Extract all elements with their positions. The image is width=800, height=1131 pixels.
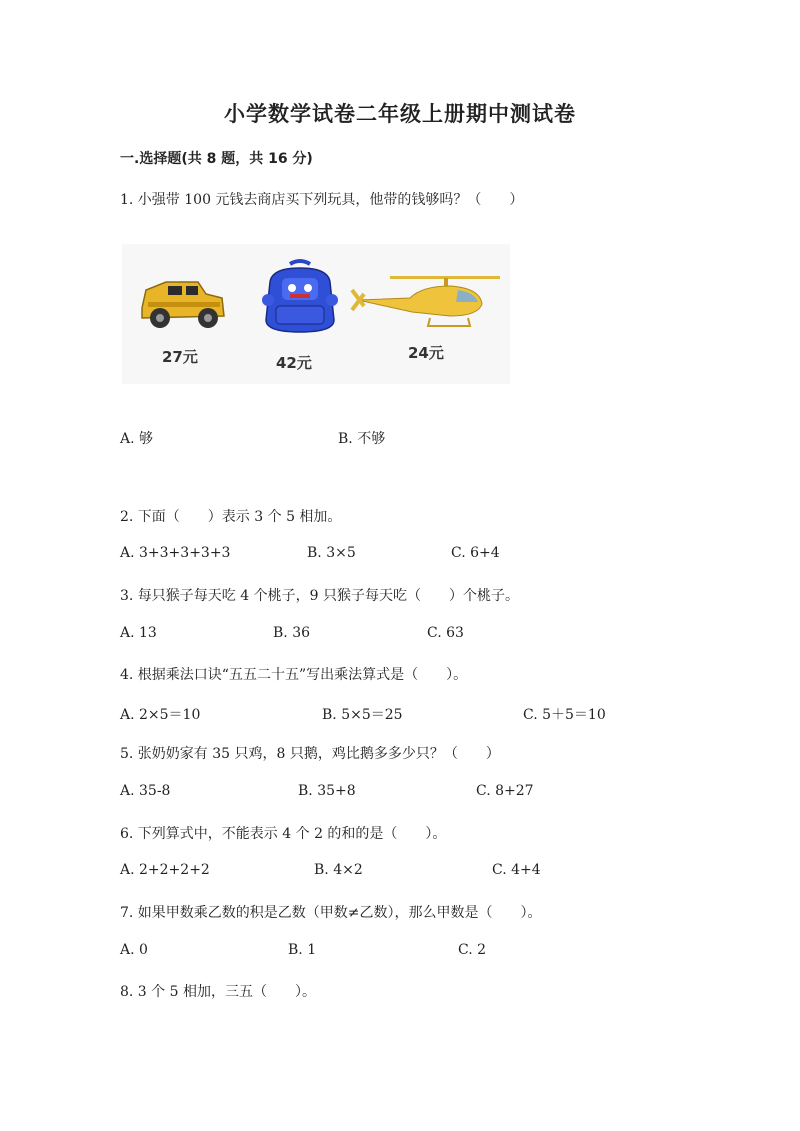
toy-figure — [122, 244, 510, 384]
question-5: 5. 张奶奶家有 35 只鸡，8 只鹅，鸡比鹅多多少只？（ ） — [120, 746, 500, 762]
question-2: 2. 下面（ ）表示 3 个 5 相加。 — [120, 509, 342, 525]
section-heading: 一.选择题(共 8 题，共 16 分) — [120, 151, 313, 167]
option-7c[interactable]: C. 2 — [458, 942, 487, 958]
option-5b[interactable]: B. 35+8 — [298, 783, 356, 799]
question-4: 4. 根据乘法口诀“五五二十五”写出乘法算式是（ ）。 — [120, 667, 468, 683]
option-6b[interactable]: B. 4×2 — [314, 862, 363, 878]
question-6: 6. 下列算式中，不能表示 4 个 2 的和的是（ ）。 — [120, 826, 447, 842]
option-1b[interactable]: B. 不够 — [338, 431, 386, 447]
option-5a[interactable]: A. 35-8 — [120, 783, 171, 799]
option-2b[interactable]: B. 3×5 — [307, 545, 356, 561]
option-1a[interactable]: A. 够 — [120, 431, 154, 447]
option-7b[interactable]: B. 1 — [288, 942, 317, 958]
helicopter-icon — [350, 272, 502, 332]
question-1: 1. 小强带 100 元钱去商店买下列玩具，他带的钱够吗？（ ） — [120, 192, 524, 208]
option-4a[interactable]: A. 2×5＝10 — [120, 707, 201, 723]
option-2a[interactable]: A. 3+3+3+3+3 — [120, 545, 231, 561]
question-7: 7. 如果甲数乘乙数的积是乙数（甲数≠乙数），那么甲数是（ ）。 — [120, 905, 542, 921]
question-8: 8. 3 个 5 相加，三五（ ）。 — [120, 984, 316, 1000]
page-title: 小学数学试卷二年级上册期中测试卷 — [224, 101, 576, 126]
price-backpack: 42元 — [276, 354, 312, 372]
toy-car-icon — [136, 268, 228, 334]
backpack-robot-icon — [260, 258, 340, 336]
option-3c[interactable]: C. 63 — [427, 625, 464, 641]
price-car: 27元 — [162, 348, 198, 366]
option-3a[interactable]: A. 13 — [120, 625, 157, 641]
price-helicopter: 24元 — [408, 344, 444, 362]
option-2c[interactable]: C. 6+4 — [451, 545, 500, 561]
option-3b[interactable]: B. 36 — [273, 625, 311, 641]
option-7a[interactable]: A. 0 — [120, 942, 148, 958]
question-3: 3. 每只猴子每天吃 4 个桃子，9 只猴子每天吃（ ）个桃子。 — [120, 588, 519, 604]
option-4b[interactable]: B. 5×5＝25 — [322, 707, 403, 723]
option-6c[interactable]: C. 4+4 — [492, 862, 541, 878]
option-4c[interactable]: C. 5＋5＝10 — [523, 707, 606, 723]
option-5c[interactable]: C. 8+27 — [476, 783, 534, 799]
option-6a[interactable]: A. 2+2+2+2 — [120, 862, 210, 878]
